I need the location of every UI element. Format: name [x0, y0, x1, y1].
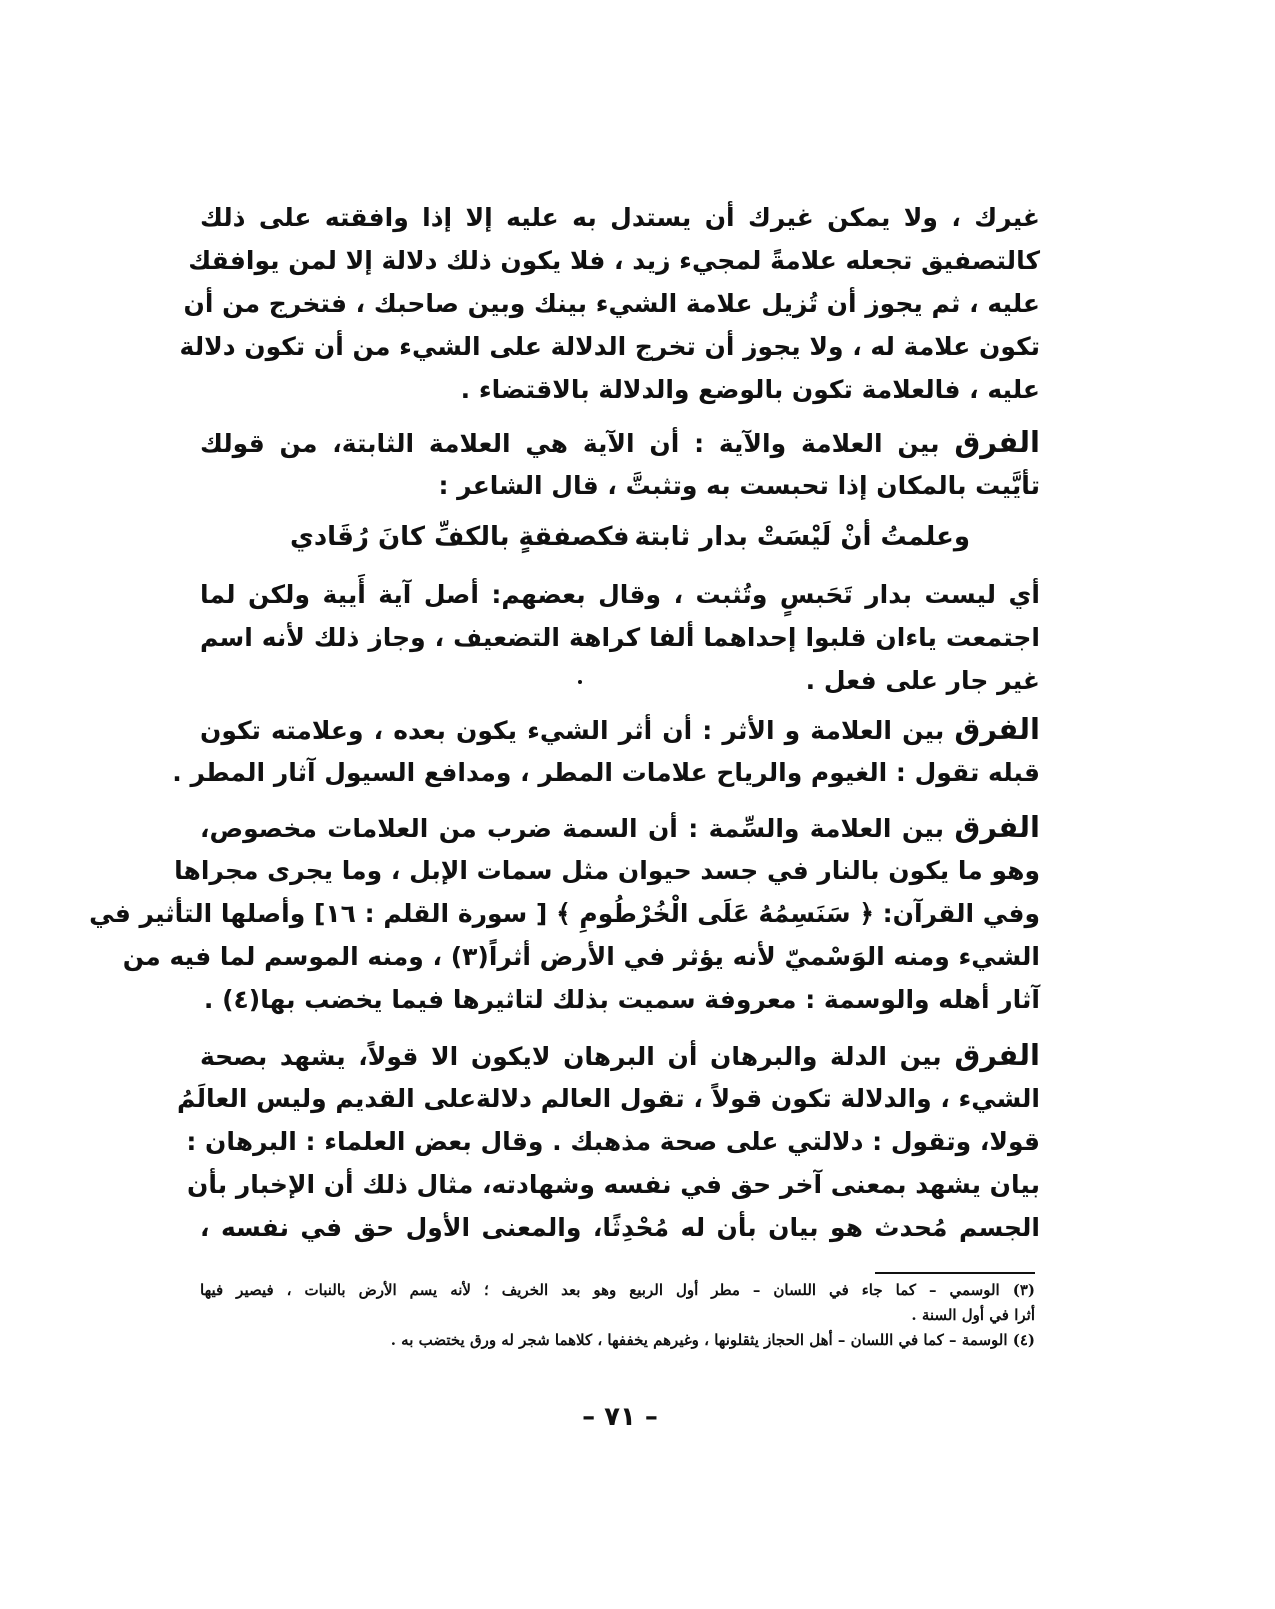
section-term: الفرق — [954, 1038, 1040, 1072]
text-line: وهو ما يكون بالنار في جسد حيوان مثل سمات الإبل ، وما يجرى مجراها — [174, 856, 1040, 885]
text-line: أي ليست بدار تَحَبسٍ وتُثبت ، وقال بعضهم: أصل آية أَيية ولكن لما — [200, 580, 1040, 609]
text-line: اجتمعت ياءان قلبوا إحداهما ألفا كراهة التضعيف ، وجاز ذلك لأنه اسم — [200, 623, 1040, 652]
section-term: الفرق — [954, 425, 1040, 459]
footnote-line: أثرا في أول السنة . — [911, 1306, 1035, 1324]
text-line: تكون علامة له ، ولا يجوز أن تخرج الدلالة على الشيء من أن تكون دلالة — [179, 332, 1040, 361]
section-term: الفرق — [954, 712, 1040, 746]
paragraph-sign-and-mark — [89, 806, 1040, 1021]
footnote-line: (٤) الوسمة – كما في اللسان – أهل الحجاز يثقلونها ، وغيرهم يخففها ، كلاهما شجر له ورق يختضب به . — [390, 1331, 1035, 1349]
paragraph-sign-and-verse — [200, 421, 1040, 507]
text-line: بيان يشهد بمعنى آخر حق في نفسه وشهادته، مثال ذلك أن الإخبار بأن — [187, 1170, 1040, 1199]
text-line: وفي القرآن: ﴿ سَنَسِمُهُ عَلَى الْخُرْطُومِ ﴾ [ سورة القلم : ١٦] وأصلها التأثير في — [89, 899, 1040, 928]
text-line-body: بين الدلة والبرهان أن البرهان لايكون الا قولاً، يشهد بصحة — [200, 1042, 955, 1071]
footnote-line: (٣) الوسمي – كما جاء في اللسان – مطر أول الربيع وهو بعد الخريف ؛ لأنه يسم الأرض بالنبات ، فيصير فيها — [200, 1281, 1035, 1299]
scan-speck — [578, 680, 582, 684]
text-line: الجسم مُحدث هو بيان بأن له مُحْدِثًا، والمعنى الأول حق في نفسه ، — [200, 1213, 1040, 1242]
text-line-body: بين العلامة و الأثر : أن أثر الشيء يكون بعده ، وعلامته تكون — [200, 716, 955, 745]
text-line: غيرك ، ولا يمكن غيرك أن يستدل به عليه إلا إذا وافقته على ذلك — [200, 203, 1040, 232]
text-line: قبله تقول : الغيوم والرياح علامات المطر ، ومدافع السيول آثار المطر . — [172, 758, 1040, 787]
text-line — [200, 1034, 1040, 1077]
footnotes — [200, 1278, 1035, 1353]
text-line — [200, 421, 1040, 464]
footnote-divider — [875, 1272, 1035, 1274]
text-line-body: بين العلامة والسِّمة : أن السمة ضرب من العلامات مخصوص، — [200, 814, 955, 843]
paragraph-evidence-and-proof — [177, 1034, 1040, 1249]
paragraph-verse-explanation — [200, 573, 1040, 702]
text-line: كالتصفيق تجعله علامةً لمجيء زيد ، فلا يكون ذلك دلالة إلا لمن يوافقك — [188, 246, 1040, 275]
poetry-verse — [290, 522, 970, 562]
text-line — [200, 806, 1040, 849]
text-line-body: بين العلامة والآية : أن الآية هي العلامة الثابتة، من قولك — [200, 429, 955, 458]
text-line — [200, 708, 1040, 751]
text-line: آثار أهله والوسمة : معروفة سميت بذلك لتاثيرها فيما يخضب بها(٤) . — [203, 985, 1040, 1014]
text-line: الشيء ، والدلالة تكون قولاً ، تقول العالم دلالةعلى القديم وليس العالَمُ — [177, 1084, 1040, 1113]
text-line: عليه ، ثم يجوز أن تُزيل علامة الشيء بينك وبين صاحبك ، فتخرج من أن — [183, 289, 1040, 318]
page-number: – ٧١ – — [582, 1402, 658, 1432]
text-line: غير جار على فعل . — [805, 666, 1040, 695]
paragraph-sign-and-trace — [172, 708, 1040, 794]
text-line: قولا، وتقول : دلالتي على صحة مذهبك . وقال بعض العلماء : البرهان : — [186, 1127, 1040, 1156]
text-line: عليه ، فالعلامة تكون بالوضع والدلالة بالاقتضاء . — [460, 375, 1040, 404]
verse-first-hemistich: وعلمتُ أنْ لَيْسَتْ بدار ثابتة — [634, 522, 970, 552]
section-term: الفرق — [954, 810, 1040, 844]
text-line: الشيء ومنه الوَسْميّ لأنه يؤثر في الأرض أثراً(٣) ، ومنه الموسم لما فيه من — [122, 942, 1040, 971]
text-line: تأيَّيت بالمكان إذا تحبست به وتثبتَّ ، قال الشاعر : — [438, 471, 1040, 500]
verse-second-hemistich: فكصفقةٍ بالكفِّ كانَ رُقَادي — [290, 522, 630, 552]
paragraph-1 — [179, 196, 1040, 411]
